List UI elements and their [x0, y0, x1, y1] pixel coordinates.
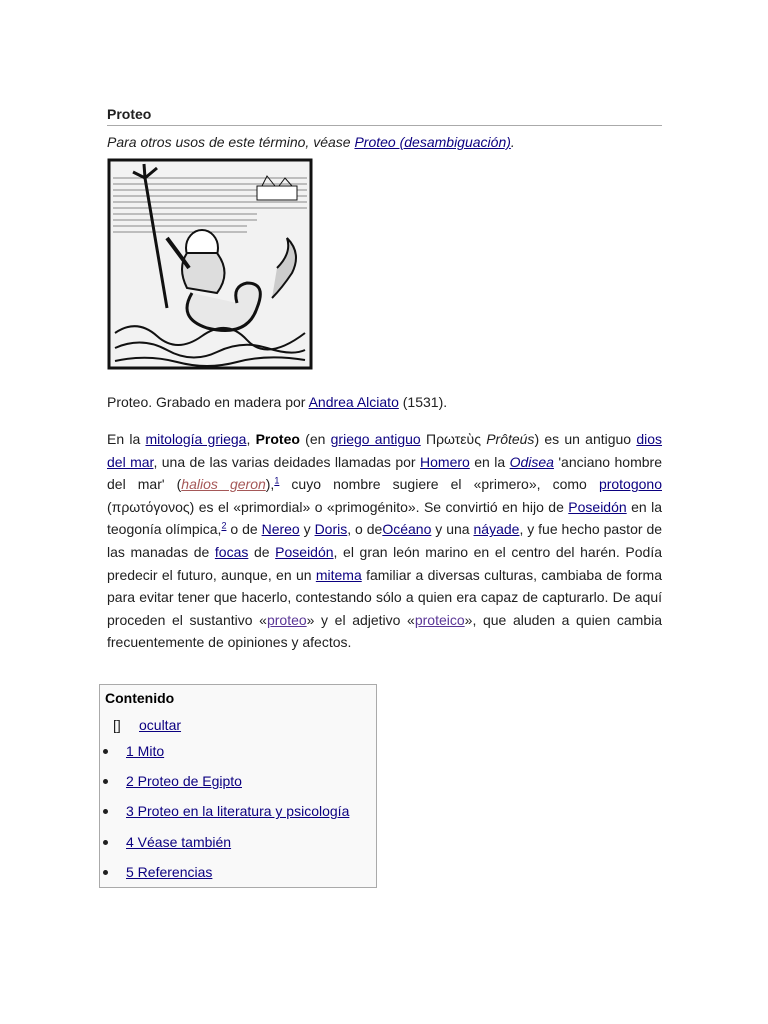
- griego-antiguo-link[interactable]: griego antiguo: [330, 431, 421, 447]
- protogono-link[interactable]: protogono: [598, 476, 662, 493]
- dios-del-mar-link[interactable]: dios del mar: [107, 431, 663, 470]
- text-span: ),: [265, 476, 275, 493]
- text-span: y una: [431, 521, 474, 538]
- reference-1-link[interactable]: 1: [274, 475, 280, 486]
- homero-link[interactable]: Homero: [420, 453, 470, 470]
- odisea-link[interactable]: Odisea: [509, 453, 554, 470]
- transliteration: Prôteús: [486, 431, 535, 447]
- toc-link-referencias[interactable]: 5 Referencias: [126, 863, 213, 880]
- text-span: En la: [107, 431, 146, 447]
- toc-item: [100, 803, 376, 833]
- text-span: familiar a diversas culturas, cambiaba de forma para evitar tener que hacerlo, contestando sólo a quien era capaz de capturarlo. De aquí proceden el sustantivo «: [107, 566, 662, 628]
- woodcut-illustration-icon: [107, 158, 313, 370]
- text-span: (en: [299, 431, 331, 447]
- reference-2-link[interactable]: 2: [221, 520, 227, 531]
- toc-link-proteo-de-egipto[interactable]: 2 Proteo de Egipto: [126, 773, 242, 790]
- toc-item: [100, 864, 376, 894]
- text-span: o de: [226, 521, 262, 538]
- hatnote-text: Para otros usos de este término, véase: [107, 134, 355, 150]
- poseidon-link-2[interactable]: Poseidón: [275, 543, 334, 560]
- article: [107, 104, 662, 668]
- mitologia-griega-link[interactable]: mitología griega: [145, 431, 247, 447]
- focas-link[interactable]: focas: [214, 543, 249, 560]
- text-span: » y el adjetivo «: [306, 611, 415, 628]
- doris-link[interactable]: Doris: [314, 521, 348, 538]
- mitema-link[interactable]: mitema: [315, 566, 362, 583]
- oceano-link[interactable]: Océano: [382, 521, 432, 538]
- text-span: », que aluden a quien cambia frecuentemente de opiniones y afectos.: [107, 611, 662, 651]
- bullet-icon: [103, 779, 108, 784]
- text-span: ) es un antiguo: [534, 431, 637, 447]
- toc-item: [100, 834, 376, 864]
- text-span: en la teogonía olímpica,: [107, 498, 662, 538]
- proteus-woodcut-image[interactable]: [107, 158, 313, 370]
- toc-item: [100, 773, 376, 803]
- text-span: y: [299, 521, 315, 538]
- hatnote: [107, 132, 662, 152]
- table-of-contents: [99, 684, 377, 888]
- bracket-open: [: [113, 717, 117, 733]
- toc-toggle: [113, 717, 182, 733]
- bullet-icon: [103, 809, 108, 814]
- caption-text: Proteo. Grabado en madera por: [107, 394, 309, 410]
- proteo-link[interactable]: proteo: [266, 611, 307, 628]
- disambiguation-link[interactable]: Proteo (desambiguación): [354, 134, 511, 150]
- text-span: , una de las varias deidades llamadas por: [153, 453, 421, 470]
- text-span: (πρωτόγονος) es el «primordial» o «primogénito». Se convirtió en hijo de: [107, 498, 569, 515]
- intro-paragraph: [107, 428, 662, 654]
- text-span: en la: [469, 453, 510, 470]
- bullet-icon: [103, 840, 108, 845]
- bullet-icon: [103, 749, 108, 754]
- toc-item: [100, 743, 376, 773]
- halios-geron-link[interactable]: halios geron: [181, 476, 266, 493]
- hatnote-suffix: .: [510, 134, 515, 150]
- bullet-icon: [103, 870, 108, 875]
- greek-name: Πρωτεὺς: [420, 431, 487, 447]
- caption-year: (1531).: [398, 394, 448, 410]
- toc-link-vease-tambien[interactable]: 4 Véase también: [126, 833, 232, 850]
- image-caption: [107, 392, 662, 412]
- toc-title: Contenido: [105, 690, 175, 706]
- poseidon-link[interactable]: Poseidón: [568, 498, 627, 515]
- text-span: de: [248, 543, 276, 560]
- proteico-link[interactable]: proteico: [414, 611, 465, 628]
- nayade-link[interactable]: náyade: [473, 521, 520, 538]
- bold-term: Proteo: [255, 431, 300, 447]
- text-span: 'anciano hombre del mar' (: [107, 453, 662, 493]
- text-span: , o de: [347, 521, 383, 538]
- text-span: cuyo nombre sugiere el «primero», como: [279, 476, 599, 493]
- toc-hide-link[interactable]: ocultar: [139, 717, 182, 733]
- toc-link-mito[interactable]: 1 Mito: [126, 743, 165, 759]
- text-span: ,: [246, 431, 256, 447]
- andrea-alciato-link[interactable]: Andrea Alciato: [308, 394, 399, 410]
- bracket-close: ]: [116, 717, 121, 733]
- text-span: , y fue hecho pastor de las manadas de: [107, 521, 663, 560]
- page-title: Proteo: [107, 104, 662, 126]
- toc-link-literatura-psicologia[interactable]: 3 Proteo en la literatura y psicología: [126, 803, 350, 820]
- toc-list: [100, 743, 376, 894]
- text-span: , el gran león marino en el centro del harén. Podía predecir el futuro, aunque, en un: [107, 543, 663, 583]
- nereo-link[interactable]: Nereo: [261, 521, 300, 538]
